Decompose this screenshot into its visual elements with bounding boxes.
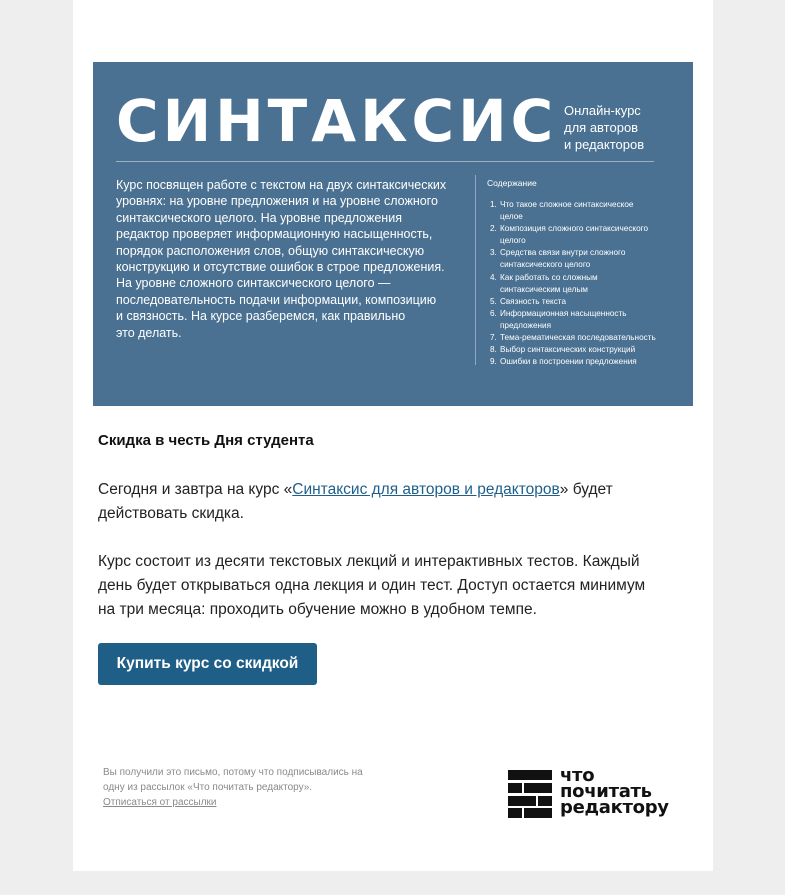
banner-subtitle-line: Онлайн-курс: [564, 103, 641, 118]
toc-item-number: 6.: [490, 308, 497, 318]
toc-item-text: Что такое сложное синтаксическое: [500, 200, 634, 209]
logo-wordmark: [560, 765, 669, 818]
toc-item-text: синтаксическим целым: [500, 284, 588, 294]
toc-item-number: 5.: [490, 296, 497, 306]
promo-text: Сегодня и завтра на курс «: [98, 481, 293, 498]
toc-title: Содержание: [487, 178, 537, 188]
toc-item-number: 3.: [490, 248, 497, 258]
toc-item: [487, 308, 687, 332]
toc-item-text: Как работать со сложным: [500, 272, 598, 282]
banner-subtitle: [564, 102, 684, 153]
course-description-line: день будет открываться одна лекция и один тест. Доступ остается минимум: [98, 577, 646, 594]
logo-mark-icon: [508, 770, 552, 818]
banner-title: СИНТАКСИС: [116, 87, 558, 155]
banner-vertical-divider: [475, 175, 476, 365]
toc-item-text: Информационная насыщенность: [500, 308, 627, 318]
banner-subtitle-line: для авторов: [564, 120, 639, 135]
footer-note-line: Вы получили это письмо, потому что подписывались на: [103, 767, 363, 778]
toc-item: [487, 344, 687, 356]
toc-item: [487, 296, 687, 308]
toc-item: [487, 223, 687, 247]
toc-item-number: 1.: [490, 200, 497, 209]
banner-description-line: уровнях: на уровне предложения и на уровне сложного: [116, 194, 438, 209]
toc-item: [487, 199, 687, 223]
promo-paragraph-line: действовать скидка.: [98, 505, 244, 522]
toc-item-text: целого: [500, 236, 526, 246]
toc-item-text: Выбор синтаксических конструкций: [500, 345, 636, 355]
banner-description-line: Курс посвящен работе с текстом на двух синтаксических: [116, 178, 447, 192]
toc-item: [487, 272, 687, 296]
logo-word: что: [560, 765, 595, 786]
toc-item: [487, 332, 687, 344]
banner-description-line: конструкцию и отсутствие ошибок в строе предложения.: [116, 260, 445, 275]
email-card: [73, 0, 713, 871]
promo-heading: Скидка в честь Дня студента: [98, 432, 314, 449]
toc-item-text: Композиция сложного синтаксического: [500, 224, 648, 234]
toc-item-number: 7.: [490, 333, 497, 343]
banner-description-line: редактор проверяет информационную насыщенность,: [116, 227, 433, 242]
toc-item-text: целое: [500, 212, 523, 222]
banner-description-line: На уровне сложного синтаксического целого —: [116, 276, 391, 291]
toc-list: [487, 199, 687, 368]
toc-item-text: предложения: [500, 320, 552, 330]
toc-item-number: 2.: [490, 224, 497, 234]
footer-unsubscribe-line: [103, 795, 393, 810]
footer-note: [103, 765, 393, 810]
promo-text: » будет: [559, 481, 613, 498]
course-description-line: на три месяца: проходить обучение можно в удобном темпе.: [98, 601, 537, 618]
unsubscribe-link[interactable]: Отписаться от рассылки: [103, 797, 217, 808]
toc-item-number: 4.: [490, 272, 497, 282]
buy-course-button[interactable]: Купить курс со скидкой: [98, 643, 317, 685]
banner-description: [116, 177, 471, 341]
toc-item-number: 9.: [490, 357, 497, 367]
banner-description-line: последовательность подачи информации, композицию: [116, 292, 437, 307]
promo-paragraph-line: [98, 478, 688, 502]
banner-description-line: это делать.: [116, 325, 182, 340]
banner-description-line: порядок расположения слов, общую синтаксическую: [116, 243, 425, 258]
brand-logo: [508, 765, 688, 820]
toc-item: [487, 356, 687, 368]
banner-divider: [116, 161, 654, 162]
toc-item-text: Тема-рематическая последовательность: [500, 333, 656, 343]
banner-description-line: синтаксического целого. На уровне предложения: [116, 210, 402, 225]
banner-subtitle-line: и редакторов: [564, 137, 645, 152]
course-description-line: Курс состоит из десяти текстовых лекций и интерактивных тестов. Каждый: [98, 553, 640, 570]
toc-item-text: Ошибки в построении предложения: [500, 357, 637, 367]
course-banner: [93, 62, 693, 406]
toc-item-number: 8.: [490, 345, 497, 355]
promo-paragraph: [98, 478, 688, 526]
course-description-paragraph: [98, 550, 688, 622]
footer-note-line: одну из рассылок «Что почитать редактору».: [103, 782, 313, 793]
logo-word: редактору: [560, 797, 669, 818]
banner-description-line: и связность. На курсе разберемся, как правильно: [116, 309, 406, 324]
toc-item: [487, 247, 687, 271]
toc-item-text: синтаксического целого: [500, 260, 591, 270]
toc-item-text: Средства связи внутри сложного: [500, 248, 626, 258]
course-link[interactable]: Синтаксис для авторов и редакторов: [292, 481, 560, 498]
toc-item-text: Связность текста: [500, 296, 567, 306]
logo-word: почитать: [560, 781, 652, 802]
